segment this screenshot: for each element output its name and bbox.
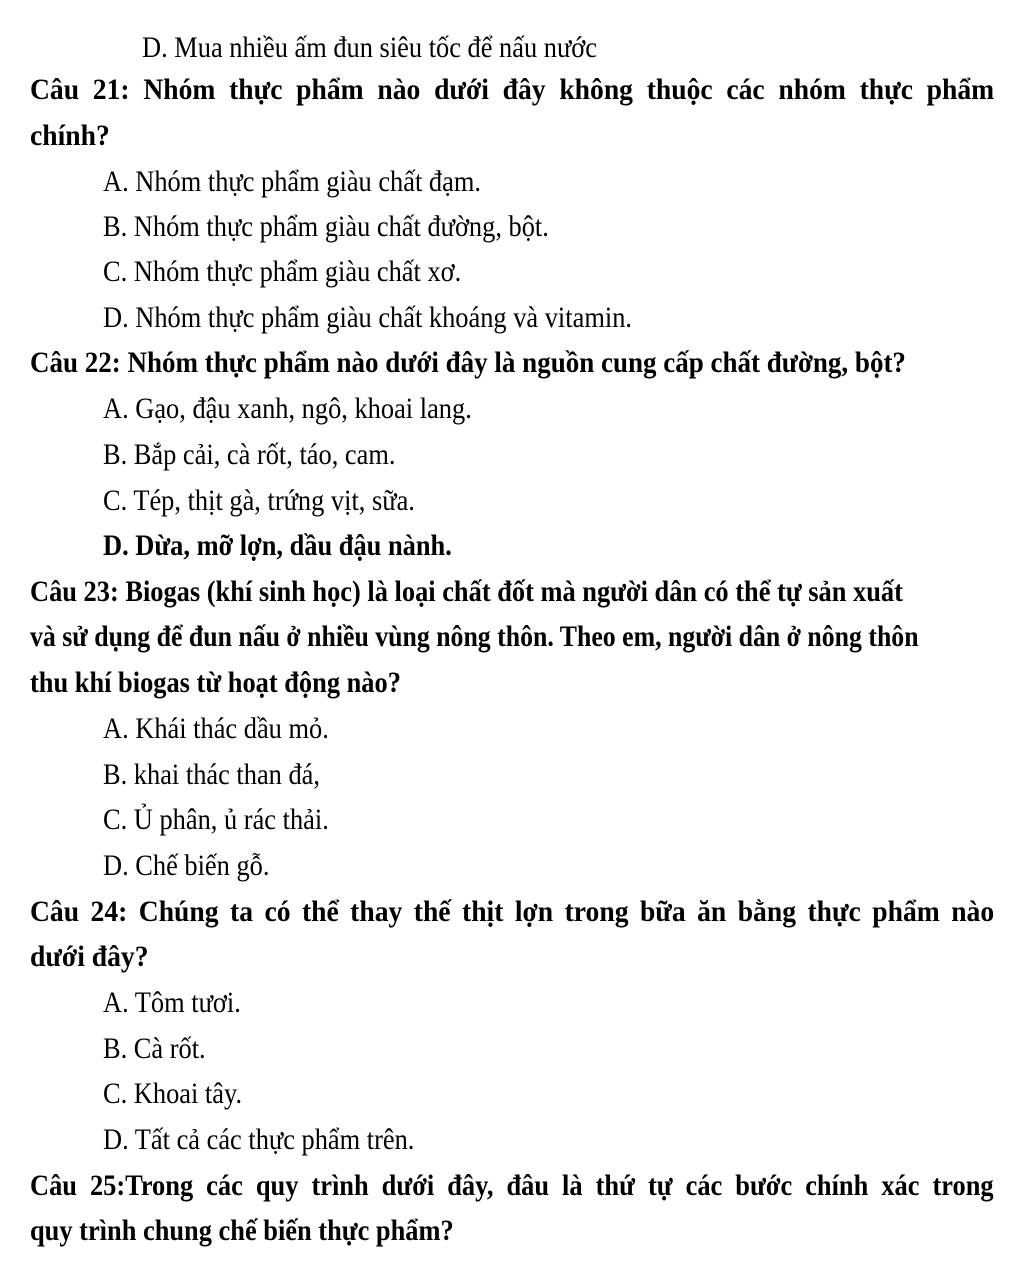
question-23-option-d: D. Chế biến gỗ. [103, 849, 270, 882]
question-25-stem-line-2: quy trình chung chế biến thực phẩm? [30, 1214, 454, 1247]
question-22-stem-line-1: Câu 22: Nhóm thực phẩm nào dưới đây là nguồn cung cấp chất đường, bột? [30, 346, 906, 379]
question-23-stem-line-3: thu khí biogas từ hoạt động nào? [30, 666, 401, 699]
question-24-stem-line-2: dưới đây? [30, 940, 149, 973]
question-23-option-b: B. khai thác than đá, [103, 758, 321, 791]
question-23-option-a: A. Khái thác dầu mỏ. [103, 712, 329, 745]
question-23-option-c: C. Ủ phân, ủ rác thải. [103, 803, 329, 836]
question-21-option-d: D. Nhóm thực phẩm giàu chất khoáng và vitamin. [103, 301, 633, 334]
question-22-option-b: B. Bắp cải, cà rốt, táo, cam. [103, 438, 396, 471]
previous-question-option-d: D. Mua nhiều ấm đun siêu tốc để nấu nước [142, 31, 597, 64]
question-21-option-c: C. Nhóm thực phẩm giàu chất xơ. [103, 255, 462, 288]
question-22-option-d: D. Dừa, mỡ lợn, dầu đậu nành. [103, 529, 452, 562]
question-24-option-b: B. Cà rốt. [103, 1032, 206, 1065]
question-21-stem-line-2: chính? [30, 119, 110, 152]
question-24-option-d: D. Tất cả các thực phẩm trên. [103, 1123, 415, 1156]
question-25-stem-line-1: Câu 25:Trong các quy trình dưới đây, đâu là thứ tự các bước chính xác trong [30, 1169, 994, 1202]
question-24-option-c: C. Khoai tây. [103, 1077, 243, 1110]
question-22-option-a: A. Gạo, đậu xanh, ngô, khoai lang. [103, 392, 472, 425]
question-23-stem-line-1: Câu 23: Biogas (khí sinh học) là loại chất đốt mà người dân có thể tự sản xuất [30, 575, 903, 608]
question-21-option-b: B. Nhóm thực phẩm giàu chất đường, bột. [103, 210, 549, 243]
question-22-option-c: C. Tép, thịt gà, trứng vịt, sữa. [103, 484, 415, 517]
question-21-stem-line-1: Câu 21: Nhóm thực phẩm nào dưới đây không thuộc các nhóm thực phẩm [30, 73, 995, 106]
question-23-stem-line-2: và sử dụng để đun nấu ở nhiều vùng nông thôn. Theo em, người dân ở nông thôn [30, 620, 919, 653]
question-24-option-a: A. Tôm tươi. [103, 986, 241, 1019]
question-24-stem-line-1: Câu 24: Chúng ta có thể thay thế thịt lợn trong bữa ăn bằng thực phẩm nào [30, 895, 995, 928]
question-21-option-a: A. Nhóm thực phẩm giàu chất đạm. [103, 165, 481, 198]
